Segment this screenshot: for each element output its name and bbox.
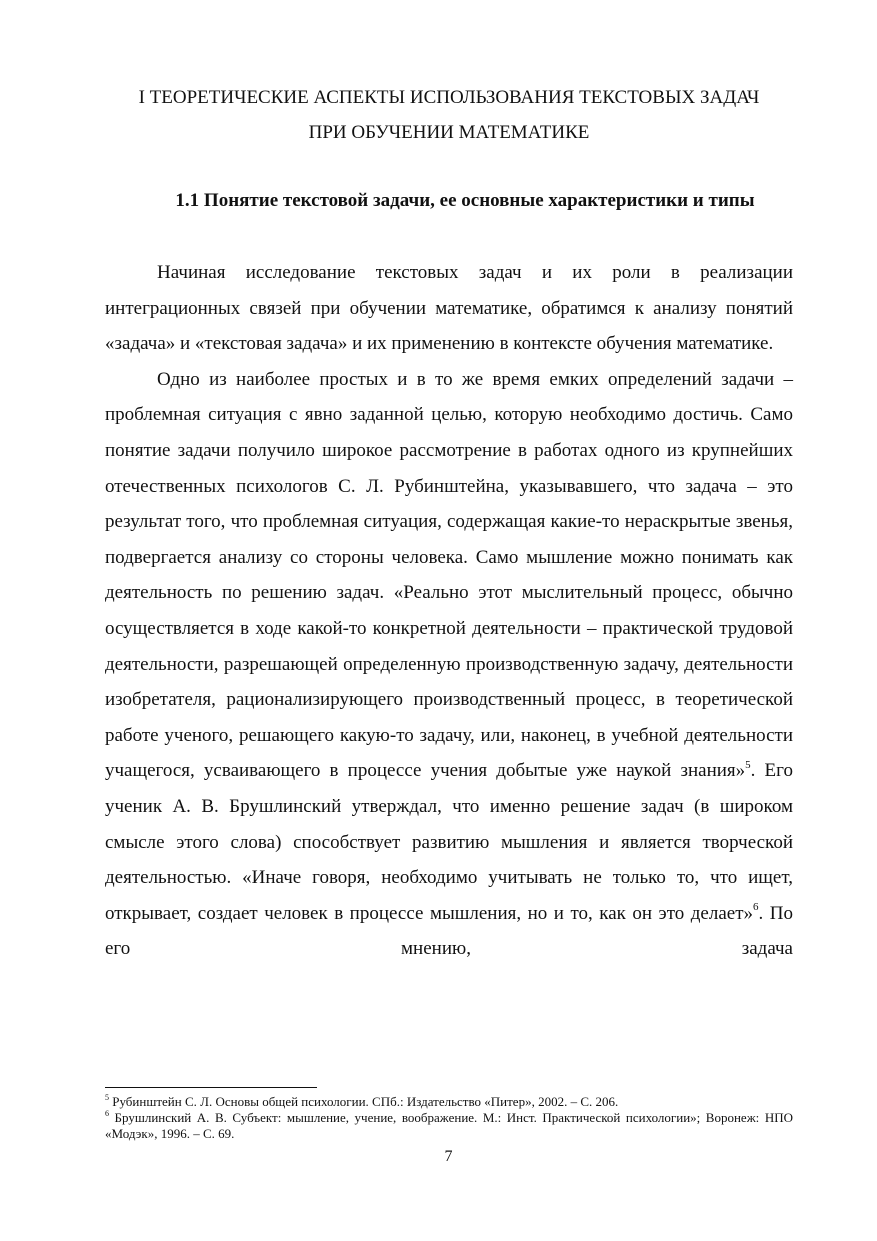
page-number: 7 xyxy=(444,1148,453,1165)
footnotes xyxy=(105,1094,793,1142)
footnote-ref-5[interactable]: 5 xyxy=(745,758,751,771)
paragraph-2-part-1: Одно из наиболее простых и в то же время емких определений задачи – проблемная ситуация с явно заданной целью, которую необходимо достичь. Само понятие задачи получило широкое рассмотрение в работах одного из крупнейших отечественных психологов С. Л. Рубинштейна, указывавшего, что задача – это результат того, что проблемная ситуация, содержащая какие-то нераскрытые звенья, подвергается анализу со стороны человека. Само мышление можно понимать как деятельность по решению задач. «Реально этот мыслительный процесс, обычно осуществляется в ходе какой-то конкретной деятельности – практической трудовой деятельности, разрешающей определенную производственную задачу, деятельности изобретателя, рационализирующего производственный процесс, в теоретической работе ученого, решающего какую-то задачу, или, наконец, в учебной деятельности учащегося, усваивающего в процессе учения добытые уже наукой знания» xyxy=(105,368,793,782)
chapter-title xyxy=(90,80,808,150)
paragraph-1: Начиная исследование текстовых задач и их роли в реализации интеграционных связей при обучении математике, обратимся к анализу понятий «задача» и «текстовая задача» и их применению в контексте обучения математике. xyxy=(105,262,793,355)
footnote-number: 6 xyxy=(105,1108,109,1118)
footnote-5 xyxy=(105,1094,793,1110)
section-title: 1.1 Понятие текстовой задачи, ее основные характеристики и типы xyxy=(175,190,755,211)
footnote-text: Брушлинский А. В. Субъект: мышление, учение, воображение. М.: Инст. Практической психологии»; Воронеж: НПО «Модэк», 1996. – С. 69. xyxy=(105,1110,793,1141)
chapter-title-line-1: I ТЕОРЕТИЧЕСКИЕ АСПЕКТЫ ИСПОЛЬЗОВАНИЯ ТЕКСТОВЫХ ЗАДАЧ xyxy=(138,87,760,108)
paragraph-2 xyxy=(105,362,793,967)
body-text xyxy=(105,255,793,967)
paragraph-2-part-3: . По его мнению, задача xyxy=(105,902,793,960)
footnote-text: Рубинштейн С. Л. Основы общей психологии. СПб.: Издательство «Питер», 2002. – С. 206. xyxy=(109,1094,619,1109)
footnote-ref-6[interactable]: 6 xyxy=(753,901,759,914)
paragraph-2-part-2: . Его ученик А. В. Брушлинский утверждал, что именно решение задач (в широком смысле этого слова) способствует развитию мышления и является творческой деятельностью. «Иначе говоря, необходимо учитывать не только то, что ищет, открывает, создает человек в процессе мышления, но и то, как он это делает» xyxy=(105,760,793,924)
chapter-title-line-2: ПРИ ОБУЧЕНИИ МАТЕМАТИКЕ xyxy=(308,122,590,143)
footnote-separator xyxy=(105,1087,317,1088)
footnote-number: 5 xyxy=(105,1092,109,1102)
footnote-6 xyxy=(105,1110,793,1142)
